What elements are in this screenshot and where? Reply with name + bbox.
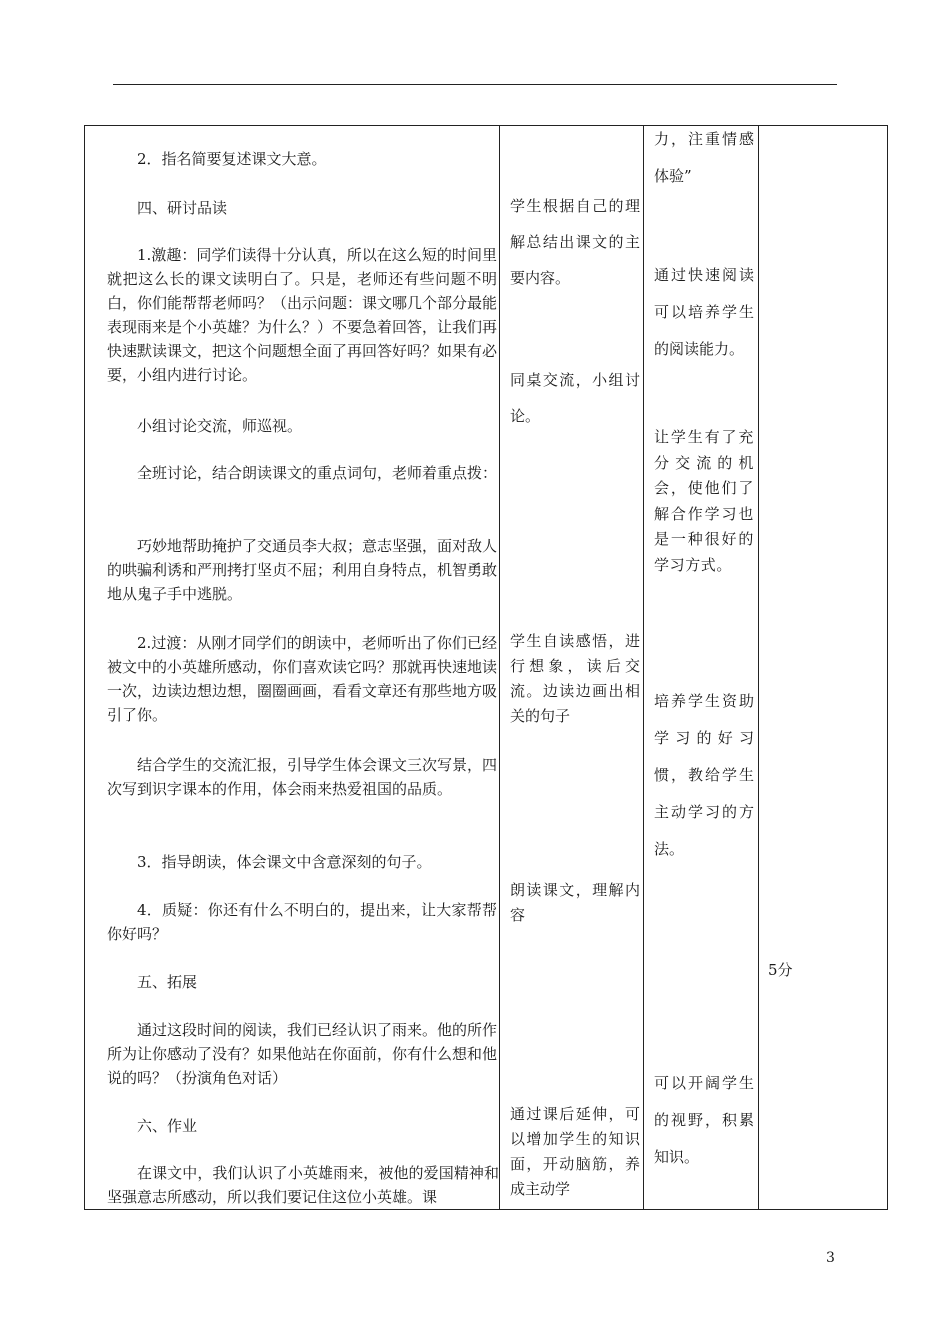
page-number: 3 [826,1250,835,1266]
student-activity: 通过课后延伸，可以增加学生的知识面，开动脑筋，养成主动学 [510,1105,640,1198]
lesson-plan-table [84,125,888,1210]
column-divider [758,126,759,1209]
design-intent: 力，注重情感体验” [654,130,754,185]
process-paragraph: 在课文中，我们认识了小英雄雨来，被他的爱国精神和坚强意志所感动，所以我们要记住这位小英雄。课 [107,1164,499,1206]
section-heading: 六、作业 [137,1117,198,1135]
process-paragraph: 3．指导朗读，体会课文中含意深刻的句子。 [137,853,432,871]
process-paragraph: 4．质疑：你还有什么不明白的，提出来，让大家帮帮你好吗？ [107,901,497,943]
process-paragraph: 小组讨论交流，师巡视。 [137,417,303,435]
process-paragraph: 1.激趣：同学们读得十分认真，所以在这么短的时间里就把这么长的课文读明白了。只是，老师还有些问题不明白，你们能帮帮老师吗？（出示问题：课文哪几个部分最能表现雨来是个小英雄？为什么？）不要急着回答，让我们再快速默读课文，把这个问题想全面了再回答好吗？如果有必要，小组内进行讨论。 [107,246,498,384]
student-activity: 学生根据自己的理解总结出课文的主要内容。 [510,197,640,287]
process-paragraph: 全班讨论，结合朗读课文的重点词句，老师着重点拨： [137,464,498,482]
design-intent: 可以开阔学生的视野，积累知识。 [654,1074,754,1166]
time-allocation: 5分 [768,961,793,979]
process-paragraph: 巧妙地帮助掩护了交通员李大叔；意志坚强，面对敌人的哄骗利诱和严刑拷打坚贞不屈；利用自身特点，机智勇敢地从鬼子手中逃脱。 [107,537,498,603]
column-divider [499,126,500,1209]
design-intent: 让学生有了充分交流的机会，使他们了解合作学习也是一种很好的学习方式。 [654,428,754,574]
section-heading: 五、拓展 [137,973,198,991]
student-activity: 同桌交流，小组讨论。 [510,371,640,425]
process-paragraph: 2.过渡：从刚才同学们的朗读中，老师听出了你们已经被文中的小英雄所感动，你们喜欢读它吗？那就再快速地读一次，边读边想边想，圈圈画画，看看文章还有那些地方吸引了你。 [107,634,498,724]
section-heading: 四、研讨品读 [137,199,228,217]
column-divider [643,126,644,1209]
header-rule [113,84,837,85]
student-activity: 学生自读感悟，进行想象，读后交流。边读边画出相关的句子 [510,632,640,725]
design-intent: 通过快速阅读可以培养学生的阅读能力。 [654,266,754,358]
process-paragraph: 2．指名简要复述课文大意。 [137,150,327,168]
student-activity: 朗读课文，理解内容 [510,881,640,924]
process-paragraph: 结合学生的交流汇报，引导学生体会课文三次写景，四次写到识字课本的作用，体会雨来热爱祖国的品质。 [107,756,498,798]
design-intent: 培养学生资助学习的好习惯，教给学生主动学习的方法。 [654,692,754,858]
process-paragraph: 通过这段时间的阅读，我们已经认识了雨来。他的所作所为让你感动了没有？如果他站在你面前，你有什么想和他说的吗？（扮演角色对话） [107,1021,498,1087]
